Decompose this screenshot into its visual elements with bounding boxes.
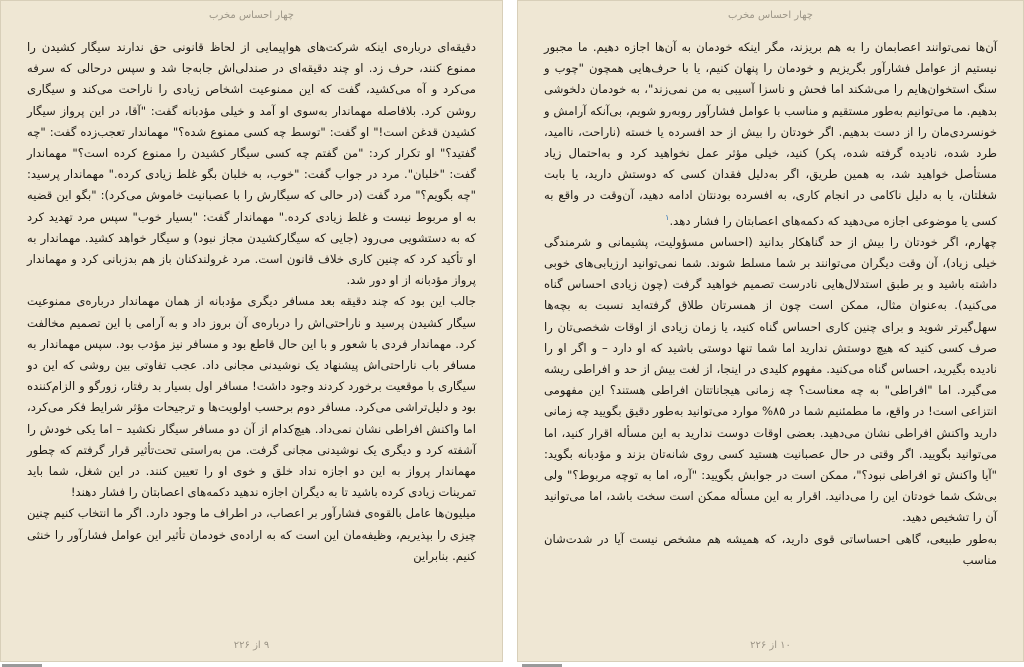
paragraph: به‌طور طبیعی، گاهی احساساتی قوی دارید، که همیشه هم مشخص نیست آیا در شدت‌شان مناسب — [544, 531, 997, 567]
paragraph: دقیقه‌ای درباره‌ی اینکه شرکت‌های هواپیمایی از لحاظ قانونی حق ندارند سیگار کشیدن را ممنوع کنند، حرف زد. او چند دقیقه‌ای در صندلی‌اش جابه‌جا شد و سپس درحالی که سرفه می‌کرد و آه می‌کشید، گفت که این ممنوعیت اشخاص زیادی را ناراحت می‌کند و سیگاری روشن کرد. بلافاصله مهماندار به‌سوی او آمد و خیلی مؤدبانه گفت: "آقا، در این پرواز سیگار کشیدن قدغن است!" او گفت: "توسط چه کسی ممنوع شده؟" مهماندار تعجب‌زده گفت: "چه گفتید؟" او تکرار کرد: "من گفتم چه کسی سیگار کشیدن را ممنوع کرده است؟" مهماندار گفت: "خلبان". مرد در جواب گفت: "خوب، به خلبان بگو غلط زیادی کرده." مهماندار پرسید: "چه بگویم؟" مرد گفت (در حالی که سیگارش را با عصبانیت خاموش می‌کرد): "بگو این قضیه به او مربوط نیست و غلط زیادی کرده." مهماندار گفت: "بسیار خوب" سپس مرد تهدید کرد که به دستشویی می‌رود (جایی که سیگارکشیدن مجاز نبود) و سیگار خواهد کشید. مهماندار به او تأکید کرد که چنین کاری خلاف قانون است. مرد غرولندکنان باز هم بدزبانی کرد و مهماندار پرواز مؤدبانه از او دور شد. — [27, 40, 476, 288]
page-header: چهار احساس مخرب — [209, 10, 294, 21]
page-body — [27, 37, 476, 567]
paragraph — [544, 37, 997, 232]
page-body — [544, 37, 997, 571]
right-page — [517, 0, 1024, 662]
footnote-reference[interactable]: ۱ — [665, 212, 670, 222]
page-header: چهار احساس مخرب — [728, 10, 813, 21]
paragraph: چهارم، اگر خودتان را بیش از حد گناهکار بدانید (احساس مسؤولیت، پشیمانی و شرمندگی خیلی زیاد)، آن وقت دیگران می‌توانند بر شما مسلط شوند. شما نمی‌توانید ارزیابی‌های خوبی داشته باشید و بر طبق استدلال‌هایی نادرست تصمیم خواهید گرفت (چون زیادی احساس گناه می‌کنید). به‌عنوان مثال، ممکن است چون از همسرتان طلاق گرفته‌اید نسبت به بچه‌ها سهل‌گیرتر شوید و برای چنین کاری احساس گناه کنید، یا زمان زیادی از اوقات شخصی‌تان را صرف کسی کنید که هیچ دوستش ندارید اما شما تنها دوستی باشید که او دارد – و اگر او را نادیده بگیرید، احساس گناه می‌کنید. مفهوم کلیدی در اینجا، از لغت بیش از حد و افراطی ریشه می‌گیرد. اما "افراطی" به چه معناست؟ چه زمانی هیجاناتتان افراطی هستند؟ این مفهومی انتزاعی است! در واقع، ما مطمئنیم شما در ۸۵% موارد می‌توانید به‌طور دقیق بگویید چه زمانی دارید واکنش افراطی نشان می‌دهید. بعضی اوقات دوست ندارید به این مسأله اقرار کنید، اما می‌توانید بگویید. اگر وقتی در حال عصبانیت هستید کسی روی شانه‌تان بزند و مؤدبانه بگوید: "آیا واکنش تو افراطی نبود؟"، ممکن است در جوابش بگویید: "آره، اما به توچه مربوط؟" ولی بی‌شک شما خودتان این را می‌دانید. اقرار به این مسأله ممکن است سخت باشد، اما می‌توانید آن را تشخیص دهید. — [544, 234, 997, 525]
page-number: ۹ از ۲۲۶ — [233, 640, 270, 651]
page-number: ۱۰ از ۲۲۶ — [750, 640, 791, 651]
paragraph: جالب این بود که چند دقیقه بعد مسافر دیگری مؤدبانه از همان مهماندار درباره‌ی ممنوعیت سیگار کشیدن پرسید و ناراحتی‌اش را درباره‌ی آن بروز داد و به آرامی با این تصمیم مخالفت کرد. مهماندار فردی با شعور و با این حال قاطع بود و مسافر نیز مؤدب بود. سپس مهماندار به مسافر باب ناراحتی‌اش پیشنهاد یک نوشیدنی مجانی داد. عجب تفاوتی بین روشی که این دو سیگاری با موقعیت برخورد کردند وجود داشت! مسافر اول بسیار بد رفتار، زورگو و الزام‌کننده بود و دلیل‌تراشی می‌کرد. مسافر دوم برحسب اولویت‌ها و ترجیحات مؤثر شرایط فکر می‌کرد، اما واکنش افراطی نشان نمی‌داد. هیچ‌کدام از آن دو مسافر سیگار نکشید – اما یکی خودش را آشفته کرد و دیگری یک نوشیدنی مجانی گرفت. من به‌راستی تحت‌تأثیر قرار گرفتم که چطور مهماندار پرواز به این دو اجازه نداد خلق و خوی او را تعیین کنند. در این شغل، شما باید تمرینات زیادی کرده باشید تا به دیگران اجازه ندهید دکمه‌های اعصابتان را فشار دهند! — [27, 294, 476, 500]
bottom-strip — [0, 662, 1024, 667]
paragraph: میلیون‌ها عامل بالقوه‌ی فشارآور بر اعصاب، در اطراف ما وجود دارد. اگر ما انتخاب کنیم چنین چیزی را بپذیریم، وظیفه‌مان این است که به اراده‌ی خودمان تأثیر این عوامل فشارآور را خنثی کنیم. بنابراین — [27, 506, 476, 563]
paragraph-text: آن‌ها نمی‌توانند اعصابمان را به هم بریزند، مگر اینکه خودمان به آن‌ها اجازه دهیم. ما مجبور نیستیم از عوامل فشارآور بگریزیم و خودمان را پنهان کنیم، یا با حرف‌هایی همچون "چوب و سنگ استخوان‌هایم را می‌شکند اما فحش و ناسزا آسیبی به من نمی‌زند"، به خودمان دلخوشی بدهیم. ما می‌توانیم به‌طور مستقیم و مناسب با عوامل فشارآور روبه‌رو شویم، بی‌آنکه آرامش و خونسردی‌مان را از دست بدهیم. اگر خودتان را بیش از حد افسرده یا خسته (ناراحت، ناامید، طرد شده، نادیده گرفته شده، پکر) کنید، خیلی مؤثر عمل نخواهید کرد و به‌احتمال زیاد مستأصل خواهید شد، به همین طریق، اگر به‌دلیل فقدان کسی که دوستش دارید، یا بابت شغلتان، یا به دلیل ناکامی در انجام کاری، به افسرده بودنتان ادامه دهید، آن‌وقت در واقع به کسی یا موضوعی اجازه می‌دهید که دکمه‌های اعصابتان را فشار دهد. — [544, 40, 997, 228]
left-page — [0, 0, 503, 662]
